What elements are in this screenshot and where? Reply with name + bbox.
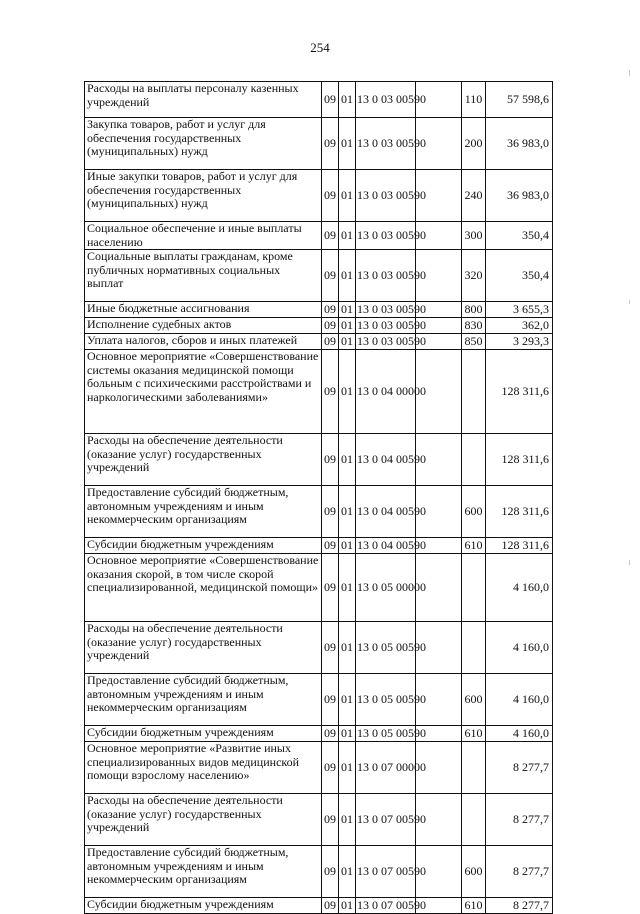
- pr-code-cell: 01: [339, 726, 356, 742]
- csr-program-cell: 13 0 04 00000: [356, 350, 416, 434]
- csr-program-cell: 13 0 03 00590: [356, 250, 416, 302]
- amount-cell: 128 311,6: [486, 538, 553, 554]
- amount-cell: 3 655,3: [486, 302, 553, 318]
- amount-cell: 128 311,6: [486, 486, 553, 538]
- table-row: [85, 538, 553, 554]
- row-name-cell: Исполнение судебных актов: [85, 318, 322, 334]
- pr-code-cell: 01: [339, 486, 356, 538]
- row-name-cell: Субсидии бюджетным учреждениям: [85, 538, 322, 554]
- vr-code-cell: 850: [462, 334, 486, 350]
- rz-code-cell: 09: [322, 898, 339, 914]
- pr-code-cell: 01: [339, 350, 356, 434]
- csr-program-cell: 13 0 05 00000: [356, 554, 416, 622]
- vr-code-cell: 200: [462, 118, 486, 170]
- rz-code-cell: 09: [322, 318, 339, 334]
- amount-cell: 362,0: [486, 318, 553, 334]
- row-name-cell: Иные закупки товаров, работ и услуг для обеспечения государственных (муниципальных) нужд: [85, 170, 322, 222]
- csr-program-cell: 13 0 05 00590: [356, 674, 416, 726]
- vr-code-cell: 610: [462, 726, 486, 742]
- rz-code-cell: 09: [322, 742, 339, 794]
- amount-cell: 350,4: [486, 222, 553, 250]
- table-row: [85, 302, 553, 318]
- csr-program-cell: 13 0 03 00590: [356, 170, 416, 222]
- vr-code-cell: 320: [462, 250, 486, 302]
- row-name-cell: Социальные выплаты гражданам, кроме публичных нормативных социальных выплат: [85, 250, 322, 302]
- vr-code-cell: 110: [462, 82, 486, 118]
- pr-code-cell: 01: [339, 674, 356, 726]
- table-row: [85, 794, 553, 846]
- amount-cell: 3 293,3: [486, 334, 553, 350]
- rz-code-cell: 09: [322, 846, 339, 898]
- csr-program-cell: 13 0 05 00590: [356, 622, 416, 674]
- csr-program-cell: 13 0 07 00590: [356, 846, 416, 898]
- rz-code-cell: 09: [322, 82, 339, 118]
- row-name-cell: Основное мероприятие «Развитие иных специализированных видов медицинской помощи взрослому населению»: [85, 742, 322, 794]
- table-row: [85, 726, 553, 742]
- vr-code-cell: [462, 350, 486, 434]
- rz-code-cell: 09: [322, 726, 339, 742]
- csr-program-cell: 13 0 03 00590: [357, 317, 426, 332]
- vr-code-cell: 610: [462, 538, 486, 554]
- csr-program-cell: 13 0 05 00590: [357, 725, 426, 740]
- table-row: [85, 334, 553, 350]
- row-name-cell: Расходы на выплаты персоналу казенных учреждений: [85, 82, 322, 118]
- amount-cell: 4 160,0: [486, 674, 553, 726]
- rz-code-cell: 09: [322, 538, 339, 554]
- amount-cell: 8 277,7: [486, 742, 553, 794]
- row-name-cell: Субсидии бюджетным учреждениям: [85, 726, 322, 742]
- vr-code-cell: [462, 742, 486, 794]
- amount-cell: 57 598,6: [486, 82, 553, 118]
- amount-cell: 36 983,0: [486, 170, 553, 222]
- pr-code-cell: 01: [339, 434, 356, 486]
- table-row: [85, 118, 553, 170]
- table-row: [85, 318, 553, 334]
- vr-code-cell: [462, 794, 486, 846]
- pr-code-cell: 01: [339, 222, 356, 250]
- amount-cell: 4 160,0: [486, 726, 553, 742]
- vr-code-cell: 610: [462, 898, 486, 914]
- page-number: 254: [310, 40, 330, 55]
- table-row: [85, 170, 553, 222]
- pr-code-cell: 01: [339, 82, 356, 118]
- pr-code-cell: 01: [339, 794, 356, 846]
- vr-code-cell: 600: [462, 846, 486, 898]
- row-name-cell: Закупка товаров, работ и услуг для обеспечения государственных (муниципальных) нужд: [85, 118, 322, 170]
- vr-code-cell: [462, 434, 486, 486]
- vr-code-cell: 300: [462, 222, 486, 250]
- table-row: [85, 434, 553, 486]
- rz-code-cell: 09: [322, 118, 339, 170]
- row-name-cell: Расходы на обеспечение деятельности (оказание услуг) государственных учреждений: [85, 794, 322, 846]
- rz-code-cell: 09: [322, 222, 339, 250]
- csr-program-cell: 13 0 03 00590: [357, 333, 426, 348]
- csr-program-cell: 13 0 07 00590: [357, 897, 426, 912]
- budget-expenditure-table: [84, 81, 553, 914]
- table-row: [85, 250, 553, 302]
- pr-code-cell: 01: [339, 846, 356, 898]
- amount-cell: 4 160,0: [486, 622, 553, 674]
- rz-code-cell: 09: [322, 250, 339, 302]
- rz-code-cell: 09: [322, 554, 339, 622]
- pr-code-cell: 01: [339, 538, 356, 554]
- rz-code-cell: 09: [322, 170, 339, 222]
- pr-code-cell: 01: [339, 170, 356, 222]
- row-name-cell: Основное мероприятие «Совершенствование системы оказания медицинской помощи больным с психическими расстройствами и наркологическими заболеваниями»: [85, 350, 322, 434]
- pr-code-cell: 01: [339, 250, 356, 302]
- vr-code-cell: 240: [462, 170, 486, 222]
- row-name-cell: Основное мероприятие «Совершенствование оказания скорой, в том числе скорой специализированной, медицинской помощи»: [85, 554, 322, 622]
- row-name-cell: Предоставление субсидий бюджетным, автономным учреждениям и иным некоммерческим организациям: [85, 486, 322, 538]
- amount-cell: 8 277,7: [486, 898, 553, 914]
- rz-code-cell: 09: [322, 302, 339, 318]
- pr-code-cell: 01: [339, 622, 356, 674]
- table-row: [85, 674, 553, 726]
- table-row: [85, 222, 553, 250]
- csr-program-cell: 13 0 07 00590: [356, 794, 416, 846]
- amount-cell: 350,4: [486, 250, 553, 302]
- csr-program-cell: 13 0 03 00590: [356, 82, 416, 118]
- csr-program-cell: 13 0 03 00590: [356, 118, 416, 170]
- rz-code-cell: 09: [322, 434, 339, 486]
- row-name-cell: Предоставление субсидий бюджетным, автономным учреждениям и иным некоммерческим организациям: [85, 674, 322, 726]
- vr-code-cell: 800: [462, 302, 486, 318]
- pr-code-cell: 01: [339, 118, 356, 170]
- pr-code-cell: 01: [339, 318, 356, 334]
- pr-code-cell: 01: [339, 302, 356, 318]
- rz-code-cell: 09: [322, 486, 339, 538]
- amount-cell: 128 311,6: [486, 434, 553, 486]
- amount-cell: 128 311,6: [486, 350, 553, 434]
- table-row: [85, 486, 553, 538]
- vr-code-cell: 600: [462, 674, 486, 726]
- amount-cell: 36 983,0: [486, 118, 553, 170]
- csr-program-cell: 13 0 04 00590: [356, 434, 416, 486]
- row-name-cell: Социальное обеспечение и иные выплаты населению: [85, 222, 322, 250]
- vr-code-cell: [462, 554, 486, 622]
- table-row: [85, 350, 553, 434]
- row-name-cell: Иные бюджетные ассигнования: [85, 302, 322, 318]
- row-name-cell: Предоставление субсидий бюджетным, автономным учреждениям и иным некоммерческим организациям: [85, 846, 322, 898]
- vr-code-cell: 830: [462, 318, 486, 334]
- rz-code-cell: 09: [322, 794, 339, 846]
- rz-code-cell: 09: [322, 622, 339, 674]
- rz-code-cell: 09: [322, 674, 339, 726]
- csr-program-cell: 13 0 07 00000: [356, 742, 416, 794]
- row-name-cell: Расходы на обеспечение деятельности (оказание услуг) государственных учреждений: [85, 434, 322, 486]
- table-row: [85, 898, 553, 914]
- table-row: [85, 742, 553, 794]
- scan-edge-artifact: [629, 0, 640, 905]
- csr-program-cell: 13 0 04 00590: [357, 537, 426, 552]
- vr-code-cell: 600: [462, 486, 486, 538]
- table-row: [85, 846, 553, 898]
- csr-program-cell: 13 0 03 00590: [356, 222, 416, 250]
- csr-program-cell: 13 0 03 00590: [357, 301, 426, 316]
- pr-code-cell: 01: [339, 554, 356, 622]
- table-row: [85, 82, 553, 118]
- pr-code-cell: 01: [339, 742, 356, 794]
- vr-code-cell: [462, 622, 486, 674]
- row-name-cell: Субсидии бюджетным учреждениям: [85, 898, 322, 914]
- amount-cell: 4 160,0: [486, 554, 553, 622]
- rz-code-cell: 09: [322, 334, 339, 350]
- amount-cell: 8 277,7: [486, 846, 553, 898]
- row-name-cell: Расходы на обеспечение деятельности (оказание услуг) государственных учреждений: [85, 622, 322, 674]
- rz-code-cell: 09: [322, 350, 339, 434]
- pr-code-cell: 01: [339, 898, 356, 914]
- pr-code-cell: 01: [339, 334, 356, 350]
- table-row: [85, 622, 553, 674]
- row-name-cell: Уплата налогов, сборов и иных платежей: [85, 334, 322, 350]
- amount-cell: 8 277,7: [486, 794, 553, 846]
- table-row: [85, 554, 553, 622]
- csr-program-cell: 13 0 04 00590: [356, 486, 416, 538]
